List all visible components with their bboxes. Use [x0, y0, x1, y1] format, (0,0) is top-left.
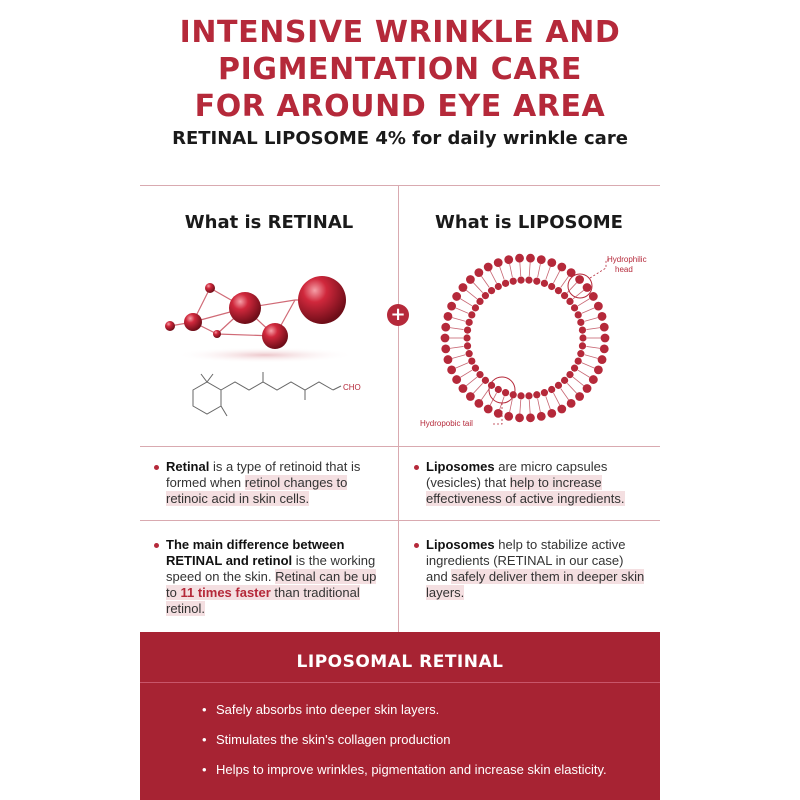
liposome-highlight-1: help to increase effectiveness of active ingredients.: [426, 475, 625, 506]
benefits-list: [202, 702, 622, 792]
retinal-term: Retinal: [166, 459, 210, 474]
liposomal-retinal-panel: [140, 632, 660, 800]
cho-label: CHO: [343, 383, 361, 392]
divider-lower: [140, 520, 660, 521]
divider-vertical: [398, 186, 399, 632]
liposome-highlight-2: safely deliver them in deeper skin layers.: [426, 569, 645, 600]
liposome-heading: What is LIPOSOME: [435, 212, 623, 233]
retinal-molecule-illustration: [155, 260, 365, 430]
hydrophobic-label: Hydropobic tail: [420, 419, 473, 428]
liposome-illustration: [410, 248, 660, 438]
faster-highlight-2: than traditional retinol.: [166, 585, 360, 616]
plus-icon: +: [387, 304, 409, 326]
retinal-paragraph-2: [154, 537, 386, 617]
benefit-item: • Safely absorbs into deeper skin layers.: [202, 702, 622, 718]
band-divider: [140, 682, 660, 683]
liposome-text-1: are micro capsules (vesicles) that: [426, 459, 608, 490]
difference-term: The main difference between RETINAL and retinol: [166, 537, 345, 568]
divider-middle: [140, 446, 660, 447]
benefit-item: • Stimulates the skin's collagen production: [202, 732, 622, 748]
liposome-ring: [441, 254, 610, 422]
band-title: LIPOSOMAL RETINAL: [296, 652, 504, 672]
liposome-text-2: help to stabilize active ingredients (RETINAL in our case) and: [426, 537, 626, 584]
liposome-term-1: Liposomes: [426, 459, 495, 474]
benefit-item: • Helps to improve wrinkles, pigmentation and increase skin elasticity.: [202, 762, 622, 778]
hydrophilic-label-2: head: [615, 265, 633, 274]
faster-highlight-red: 11 times faster: [180, 585, 271, 600]
title-line-1: INTENSIVE WRINKLE AND: [179, 15, 621, 50]
difference-text: is the working speed on the skin.: [166, 553, 376, 584]
title-line-2: PIGMENTATION CARE: [218, 52, 582, 87]
retinal-heading: What is RETINAL: [184, 212, 354, 233]
hydrophilic-label-1: Hydrophilic: [607, 255, 647, 264]
main-title: [0, 14, 800, 125]
retinal-highlight: retinol changes to retinoic acid in skin cells.: [166, 475, 348, 506]
liposome-paragraph-2: [414, 537, 646, 601]
faster-highlight-1: Retinal can be up to: [166, 569, 377, 600]
divider-top: [140, 185, 660, 186]
liposome-term-2: Liposomes: [426, 537, 495, 552]
retinal-paragraph-1: [154, 459, 384, 507]
title-line-3: FOR AROUND EYE AREA: [194, 89, 606, 124]
liposome-paragraph-1: [414, 459, 646, 507]
subtitle: RETINAL LIPOSOME 4% for daily wrinkle care: [172, 128, 628, 149]
retinal-text: is a type of retinoid that is formed when: [166, 459, 361, 490]
